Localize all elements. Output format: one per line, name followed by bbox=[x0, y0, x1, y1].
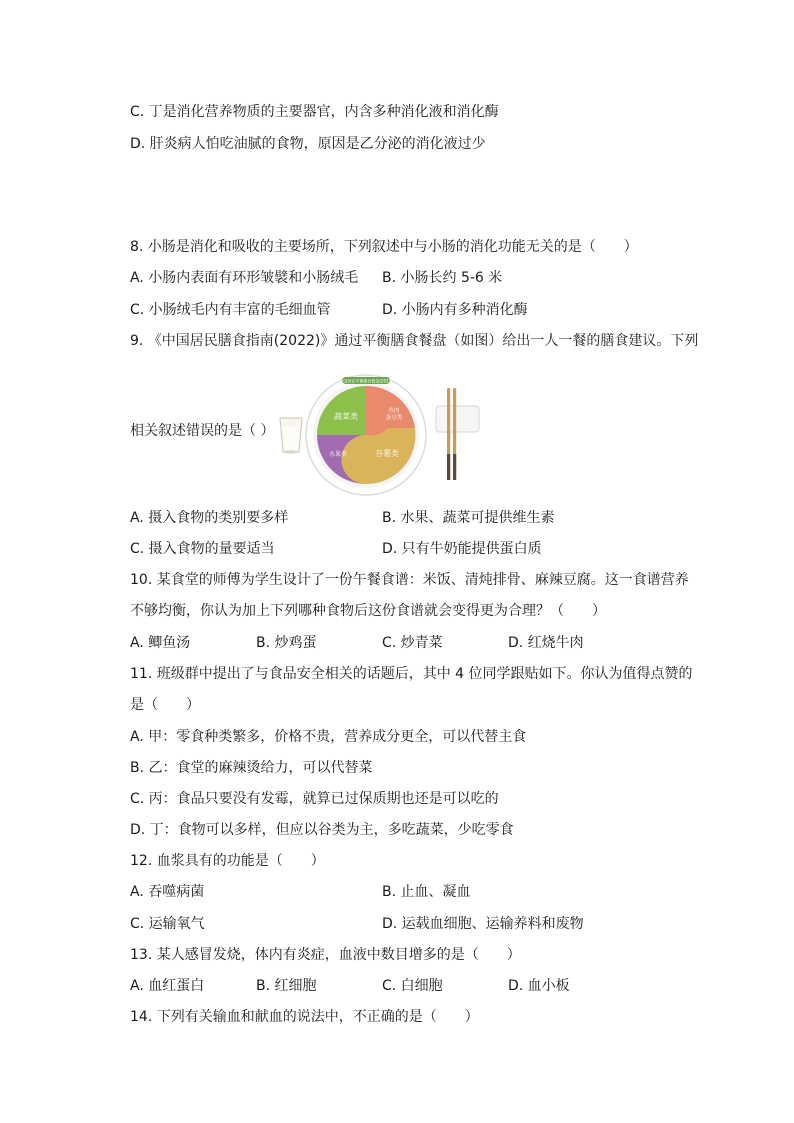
q14-stem: 14. 下列有关输血和献血的说法中，不正确的是（ ） bbox=[130, 1009, 479, 1025]
q12-option-d: D. 运载血细胞、运输养料和废物 bbox=[382, 916, 584, 932]
q12-option-b: B. 止血、凝血 bbox=[382, 884, 471, 900]
q13-stem: 13. 某人感冒发烧，体内有炎症，血液中数目增多的是（ ） bbox=[130, 947, 521, 963]
milk-glass-icon bbox=[280, 418, 302, 454]
q10-option-b: B. 炒鸡蛋 bbox=[256, 635, 317, 651]
q12-option-a: A. 吞噬病菌 bbox=[130, 884, 205, 900]
q11-stem-continued: 是（ ） bbox=[130, 697, 200, 713]
q8-option-b: B. 小肠长约 5-6 米 bbox=[382, 270, 503, 286]
q10-option-d: D. 红烧牛肉 bbox=[508, 635, 584, 651]
q9-stem-continued: 相关叙述错误的是（ ） bbox=[130, 423, 275, 439]
plate-header-label: 中国居民平衡膳食餐盘(2022) bbox=[339, 378, 393, 384]
plate-label-vegetables: 蔬菜类 bbox=[334, 412, 358, 421]
q10-stem: 10. 某食堂的师傅为学生设计了一份午餐食谱：米饭、清炖排骨、麻辣豆腐。这一食谱营养 bbox=[130, 572, 689, 588]
q7-option-d: D. 肝炎病人怕吃油腻的食物，原因是乙分泌的消化液过少 bbox=[130, 136, 486, 152]
q9-stem: 9. 《中国居民膳食指南(2022)》通过平衡膳食餐盘（如图）给出一人一餐的膳食建议。下列 bbox=[130, 333, 699, 349]
q7-option-c: C. 丁是消化营养物质的主要器官，内含多种消化液和消化酶 bbox=[130, 104, 499, 120]
q9-option-b: B. 水果、蔬菜可提供维生素 bbox=[382, 510, 555, 526]
q13-option-c: C. 白细胞 bbox=[382, 978, 443, 994]
q8-stem: 8. 小肠是消化和吸收的主要场所，下列叙述中与小肠的消化功能无关的是（ ） bbox=[130, 239, 638, 255]
q9-option-d: D. 只有牛奶能提供蛋白质 bbox=[382, 541, 542, 557]
q12-option-c: C. 运输氧气 bbox=[130, 916, 205, 932]
q8-option-d: D. 小肠内有多种消化酶 bbox=[382, 302, 528, 318]
q8-option-a: A. 小肠内表面有环形皱襞和小肠绒毛 bbox=[130, 270, 359, 286]
balanced-diet-plate-figure bbox=[276, 374, 486, 498]
chopsticks-icon bbox=[436, 388, 479, 480]
q10-option-a: A. 鲫鱼汤 bbox=[130, 635, 191, 651]
q11-option-a: A. 甲：零食种类繁多，价格不贵，营养成分更全，可以代替主食 bbox=[130, 729, 527, 745]
plate-label-protein: 鱼肉蛋豆类 bbox=[385, 408, 403, 421]
q9-option-a: A. 摄入食物的类别要多样 bbox=[130, 510, 289, 526]
q13-option-d: D. 血小板 bbox=[508, 978, 570, 994]
q13-option-b: B. 红细胞 bbox=[256, 978, 317, 994]
q11-option-c: C. 丙：食品只要没有发霉，就算已过保质期也还是可以吃的 bbox=[130, 791, 499, 807]
diet-plate-icon bbox=[306, 375, 426, 495]
q13-option-a: A. 血红蛋白 bbox=[130, 978, 205, 994]
q10-option-c: C. 炒青菜 bbox=[382, 635, 443, 651]
q10-stem-continued: 不够均衡，你认为加上下列哪种食物后这份食谱就会变得更为合理？（ ） bbox=[130, 603, 606, 619]
plate-label-grains: 谷薯类 bbox=[375, 449, 399, 458]
plate-label-fruit: 水果类 bbox=[328, 451, 348, 458]
q9-option-c: C. 摄入食物的量要适当 bbox=[130, 541, 275, 557]
q11-option-b: B. 乙：食堂的麻辣烫给力，可以代替菜 bbox=[130, 760, 373, 776]
q8-option-c: C. 小肠绒毛内有丰富的毛细血管 bbox=[130, 302, 331, 318]
q12-stem: 12. 血浆具有的功能是（ ） bbox=[130, 853, 325, 869]
q11-stem: 11. 班级群中提出了与食品安全相关的话题后，其中 4 位同学跟贴如下。你认为值得点赞的 bbox=[130, 666, 693, 682]
q11-option-d: D. 丁：食物可以多样，但应以谷类为主，多吃蔬菜，少吃零食 bbox=[130, 822, 514, 838]
